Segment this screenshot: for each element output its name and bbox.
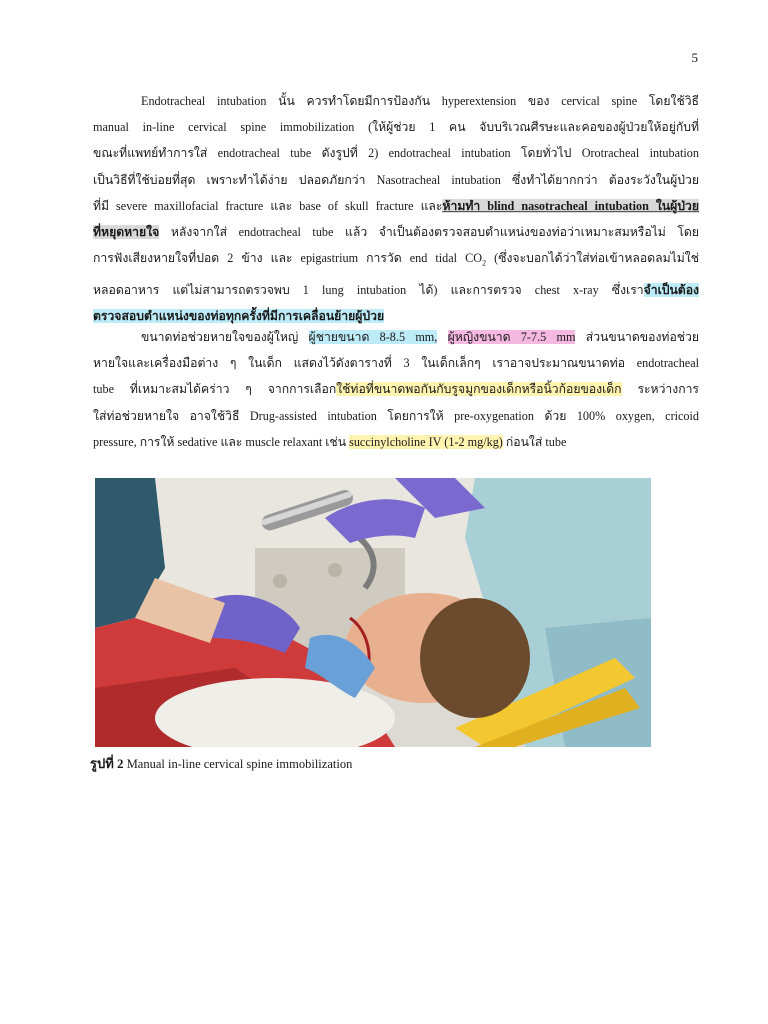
text-segment: การฟังเสียงหายใจที่ปอด 2 ข้าง และ epigastrium การวัด end tidal CO: [93, 251, 483, 266]
text-segment: หลอดอาหาร แต่ไม่สามารถตรวจพบ 1 lung intubation ได้) และการตรวจ chest x-ray ซึ่งเรา: [93, 282, 644, 297]
highlighted-text: ที่หยุดหายใจ: [93, 225, 160, 240]
text-line: manual in-line cervical spine immobilization (ให้ผู้ช่วย 1 คน จับบริเวณศีรษะและคอของผู้ป่วยให้อยู่กับที่: [93, 120, 699, 135]
text-line: ขณะที่แพทย์ทำการใส่ endotracheal tube ดังรูปที่ 2) endotracheal intubation โดยทั่วไป Orotracheal intubation: [93, 146, 699, 161]
text-segment: ระหว่างการ: [621, 382, 699, 397]
text-segment: หลังจากใส่ endotracheal tube แล้ว จำเป็นต้องตรวจสอบตำแหน่งของท่อว่าเหมาะสมหรือไม่ โดย: [159, 225, 699, 240]
highlighted-text: ตรวจสอบตำแหน่งของท่อทุกครั้งที่มีการเคลื่อนย้ายผู้ป่วย: [93, 309, 385, 324]
text-line: [93, 277, 699, 303]
highlighted-text: จำเป็นต้อง: [643, 282, 699, 297]
text-segment: (ซึ่งจะบอกได้ว่าใส่ท่อเข้าหลอดลมไม่ใช่: [486, 251, 699, 266]
intubation-photo: [95, 478, 651, 747]
caption-label: รูปที่ 2: [90, 756, 124, 771]
page-number: 5: [691, 50, 698, 65]
highlighted-text: ห้ามทำ blind nasotracheal intubation ในผู้ป่วย: [442, 198, 699, 213]
photo-illustration: [95, 478, 651, 747]
text-line: [93, 429, 699, 455]
text-segment: ขนาดท่อช่วยหายใจของผู้ใหญ่: [141, 330, 309, 344]
text-segment: [437, 330, 447, 344]
caption-text: Manual in-line cervical spine immobilization: [123, 757, 353, 771]
text-line: [93, 376, 699, 402]
text-segment: pressure, การให้ sedative และ muscle relaxant เช่น: [93, 434, 350, 449]
text-line: ใส่ท่อช่วยหายใจ อาจใช้วิธี Drug-assisted intubation โดยการให้ pre-oxygenation ด้วย 100% oxygen, cricoid: [93, 408, 699, 423]
paragraph-1: [93, 88, 699, 329]
highlighted-text: ใช้ท่อที่ขนาดพอกันกับรูจมูกของเด็กหรือนิ้วก้อยของเด็ก: [336, 382, 622, 397]
subscript: 2: [482, 258, 487, 268]
text-segment: ส่วนขนาดของท่อช่วย: [575, 330, 700, 344]
text-segment: ที่มี severe maxillofacial fracture และ base of skull fracture และ: [93, 198, 443, 213]
text-line: [93, 245, 699, 277]
text-line: หายใจและเครื่องมือต่าง ๆ ในเด็ก แสดงไว้ดังตารางที่ 3 ในเด็กเล็กๆ เราอาจประมาณขนาดท่อ endotracheal: [93, 356, 699, 371]
text-line: เป็นวิธีที่ใช้บ่อยที่สุด เพราะทำได้ง่าย ปลอดภัยกว่า Nasotracheal intubation ซึ่งทำได้ยากกว่า ต้องระวังในผู้ป่วย: [93, 172, 699, 187]
text-line: [93, 324, 699, 350]
figure-caption: [90, 753, 352, 774]
text-segment: tube ที่เหมาะสมได้คร่าว ๆ จากการเลือก: [93, 382, 337, 397]
highlighted-text: succinylcholine IV (1-2 mg/kg): [349, 434, 503, 449]
text-segment: ก่อนใส่ tube: [502, 434, 567, 449]
paragraph-2: [93, 324, 699, 455]
text-line: [93, 219, 699, 245]
text-line: Endotracheal intubation นั้น ควรทำโดยมีการป้องกัน hyperextension ของ cervical spine โดยใช้วิธี: [141, 94, 699, 108]
text-line: [93, 193, 699, 219]
highlighted-text: ผู้ชายขนาด 8-8.5 mm,: [308, 330, 438, 344]
highlighted-text: ผู้หญิงขนาด 7-7.5 mm: [447, 330, 576, 344]
